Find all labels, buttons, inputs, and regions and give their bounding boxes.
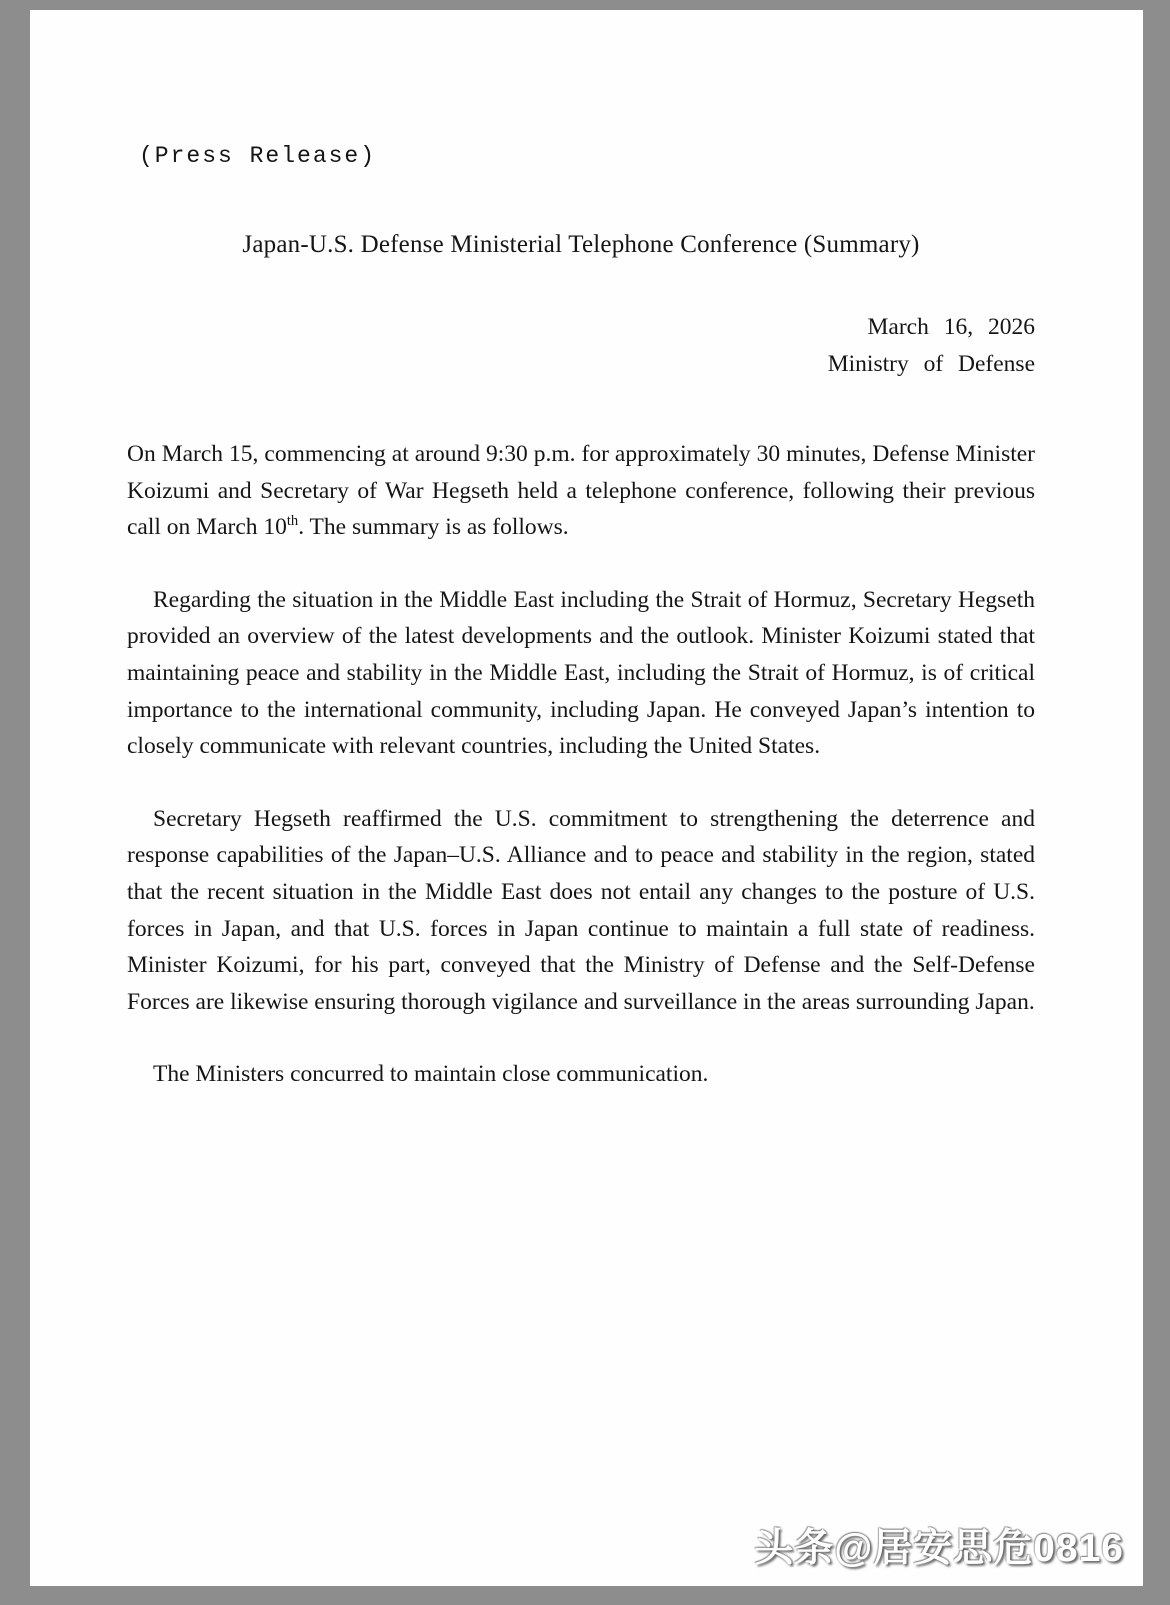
toutiao-watermark: 头条@居安思危0816 [754, 1527, 1124, 1570]
paragraph-1-text-continued: . The summary is as follows. [298, 514, 569, 541]
body-paragraph-4: The Ministers concurred to maintain close communication. [153, 1061, 709, 1088]
document-title: Japan-U.S. Defense Ministerial Telephone Conference (Summary) [242, 231, 920, 258]
dateline [127, 309, 1035, 382]
document-content [30, 10, 1143, 1093]
body-paragraph-3: Secretary Hegseth reaffirmed the U.S. commitment to strengthening the deterrence and response capabilities of the Japan–U.S. Alliance and to peace and stability in the region, stated that the recent situation in the Middle East does not entail any changes to the posture of U.S. forces in Japan, and that U.S. forces in Japan continue to maintain a full state of readiness. Minister Koizumi, for his part, conveyed that the Ministry of Defense and the Self-Defense Forces are likewise ensuring thorough vigilance and surveillance in the areas surrounding Japan. [127, 805, 1035, 1015]
ordinal-superscript: th [286, 513, 299, 530]
dateline-organization: Ministry of Defense [827, 350, 1035, 377]
dateline-date: March 16, 2026 [867, 314, 1035, 340]
paragraph-1-text: On March 15, commencing at around 9:30 p.m. for approximately 30 minutes, Defense Minister Koizumi and Secretary of War Hegseth held a telephone conference, following their previous call on March 10 [127, 441, 1035, 541]
document-page [30, 10, 1143, 1586]
body-paragraph-2: Regarding the situation in the Middle East including the Strait of Hormuz, Secretary Hegseth provided an overview of the latest developments and the outlook. Minister Koizumi stated that maintaining peace and stability in the Middle East, including the Strait of Hormuz, is of critical importance to the international community, including Japan. He conveyed Japan’s intention to closely communicate with relevant countries, including the United States. [127, 586, 1035, 760]
document-body [127, 436, 1035, 1093]
press-release-label: (Press Release) [139, 143, 377, 169]
body-paragraph-1 [127, 436, 1035, 546]
